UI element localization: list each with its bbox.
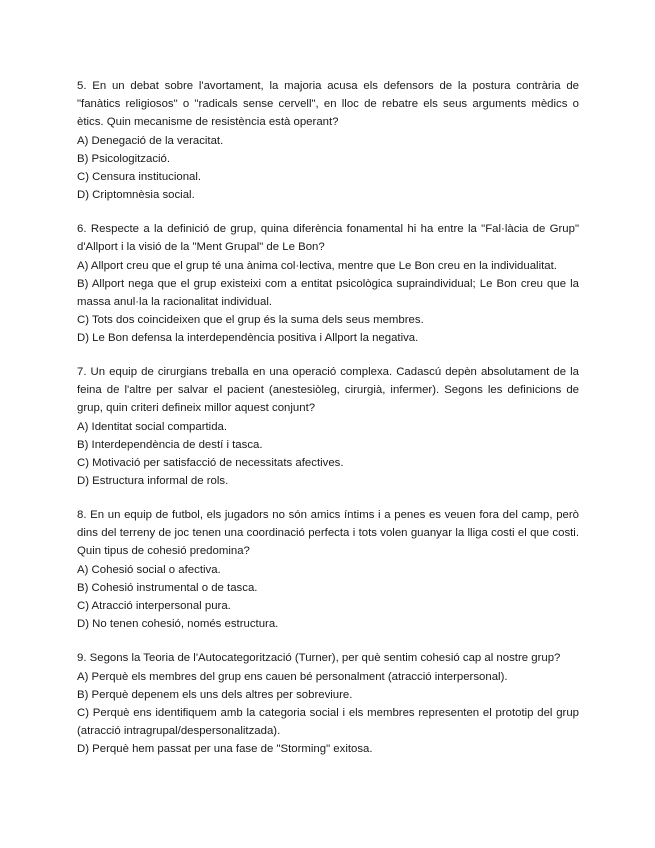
question-stem: 6. Respecte a la definició de grup, quina diferència fonamental hi ha entre la "Fal·làcia de Grup" d'Allport i la visió de la "Ment Grupal" de Le Bon? [77,223,579,253]
question-7 [77,363,579,490]
answer-option-b: B) Allport nega que el grup existeixi com a entitat psicològica supraindividual; Le Bon creu que la massa anul·la la racionalitat individual. [77,278,579,308]
answer-option-b: B) Cohesió instrumental o de tasca. [77,582,258,594]
answer-option-c: C) Perquè ens identifiquem amb la categoria social i els membres representen el prototip del grup (atracció intragrupal/despersonalitzada). [77,707,579,737]
answer-option-a: A) Identitat social compartida. [77,421,228,433]
answer-option-d: D) Criptomnèsia social. [77,189,195,201]
answer-option-c: C) Motivació per satisfacció de necessitats afectives. [77,457,344,469]
answer-option-d: D) Perquè hem passat per una fase de "Storming" exitosa. [77,743,373,755]
answer-option-c: C) Atracció interpersonal pura. [77,600,231,612]
question-9 [77,649,579,758]
question-stem: 9. Segons la Teoria de l'Autocategorització (Turner), per què sentim cohesió cap al nostre grup? [77,652,561,664]
answer-option-d: D) Le Bon defensa la interdependència positiva i Allport la negativa. [77,332,419,344]
answer-option-a: A) Perquè els membres del grup ens cauen bé personalment (atracció interpersonal). [77,671,508,683]
question-8 [77,506,579,633]
document-page [77,77,579,774]
answer-option-b: B) Perquè depenem els uns dels altres per sobreviure. [77,689,353,701]
answer-option-a: A) Allport creu que el grup té una ànima col·lectiva, mentre que Le Bon creu en la individualitat. [77,260,557,272]
answer-option-c: C) Tots dos coincideixen que el grup és la suma dels seus membres. [77,314,424,326]
question-5 [77,77,579,204]
answer-option-a: A) Denegació de la veracitat. [77,135,224,147]
answer-option-d: D) No tenen cohesió, només estructura. [77,618,279,630]
answer-option-c: C) Censura institucional. [77,171,202,183]
answer-option-d: D) Estructura informal de rols. [77,475,229,487]
question-stem: 7. Un equip de cirurgians treballa en una operació complexa. Cadascú depèn absolutament de la feina de l'altre per salvar el pacient (anestesiòleg, cirurgià, infermer). Segons les definicions de grup, quin criteri defineix millor aquest conjunt? [77,366,579,414]
answer-option-a: A) Cohesió social o afectiva. [77,564,221,576]
answer-option-b: B) Psicologització. [77,153,171,165]
question-stem: 8. En un equip de futbol, els jugadors no són amics íntims i a penes es veuen fora del camp, però dins del terreny de joc tenen una coordinació perfecta i tots volen guanyar la lliga costi el que costi. Quin tipus de cohesió predomina? [77,509,579,557]
answer-option-b: B) Interdependència de destí i tasca. [77,439,263,451]
question-6 [77,220,579,347]
question-stem: 5. En un debat sobre l'avortament, la majoria acusa els defensors de la postura contrària de "fanàtics religiosos" o "radicals sense cervell", en lloc de rebatre els seus arguments mèdics o ètics. Quin mecanisme de resistència està operant? [77,80,579,128]
